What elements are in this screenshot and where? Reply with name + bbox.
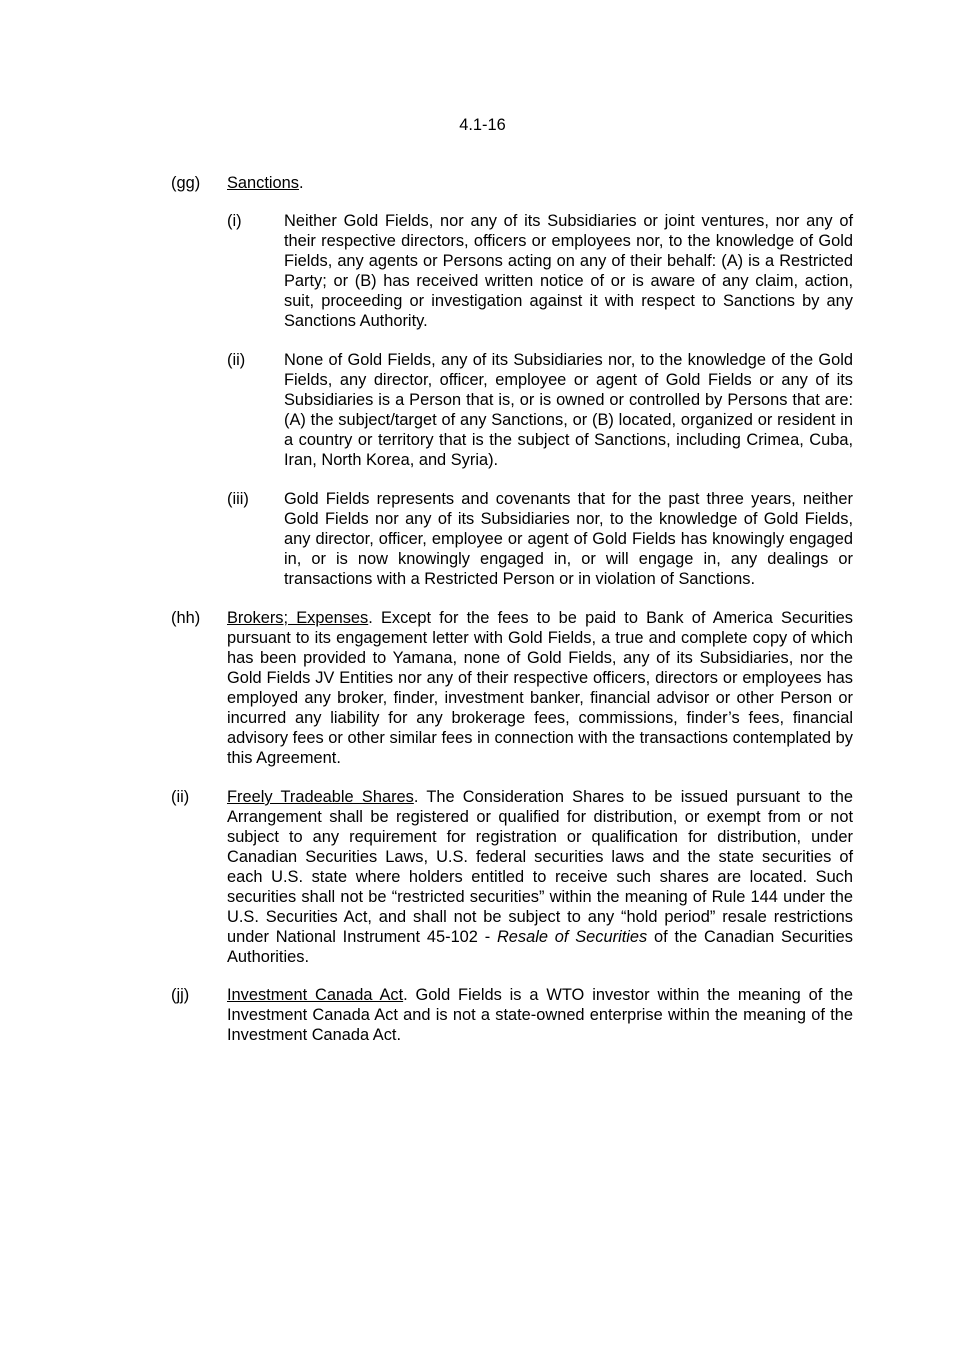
subsection-text: Neither Gold Fields, nor any of its Subsidiaries or joint ventures, nor any of their respective directors, officers or employees nor, to the knowledge of Gold Fields, any agents or Persons acting on any of their behalf: (A) is a Restricted Party; or (B) has received written notice of or is aware of any claim, action, suit, proceeding or investigation against it with respect to Sanctions by any Sanctions Authority. [284,212,853,330]
subsection-gg-i [227,211,853,331]
subsection-label: (iii) [227,490,249,508]
subsection-label: (ii) [227,351,246,369]
subsection-gg-ii [227,350,853,470]
section-text: . The Consideration Shares to be issued pursuant to the Arrangement shall be registered or qualified for distribution, or exempt from or not subject to any requirement for registration or qualification for distribution, under Canadian Securities Laws, U.S. federal securities laws and the state securities of each U.S. state where holders entitled to receive such shares are located. Such securities shall not be “restricted securities” within the meaning of Rule 144 under the U.S. Securities Act, and shall not be subject to any “hold period” resale restrictions under National Instrument 45-102 - [227,788,854,946]
section-gg [171,173,853,193]
section-text: . Except for the fees to be paid to Bank of America Securities pursuant to its engagement letter with Gold Fields, a true and complete copy of which has been provided to Yamana, none of Gold Fields, any of its Subsidiaries, nor the Gold Fields JV Entities nor any of their respective officers, directors or employees has employed any broker, finder, investment banker, financial advisor or other Person or incurred any liability for any brokerage fees, commissions, finder’s fees, financial advisory fees or other similar fees in connection with the transactions contemplated by this Agreement. [227,609,853,767]
subsection-gg-iii [227,489,853,589]
subsection-label: (i) [227,212,242,230]
section-label: (jj) [171,986,190,1004]
section-text-end: of the Canadian Securities Authorities. [227,928,853,966]
section-jj [171,985,853,1045]
section-body [227,608,853,768]
italic-title: Resale of Securities [496,928,648,946]
section-label: (hh) [171,609,201,627]
page-number: 4.1-16 [459,116,506,134]
section-heading: Investment Canada Act [227,986,404,1004]
section-text: . Gold Fields is a WTO investor within the meaning of the Investment Canada Act and is not a state-owned enterprise within the meaning of the Investment Canada Act. [227,986,853,1044]
section-hh [171,608,853,768]
subsection-text: Gold Fields represents and covenants that for the past three years, neither Gold Fields nor any of its Subsidiaries nor, to the knowledge of Gold Fields, any director, officer, employee or agent of Gold Fields has knowingly engaged in, or is now knowingly engaged in, or will engage in, any dealings or transactions with a Restricted Person or in violation of Sanctions. [284,490,853,588]
section-body [227,985,853,1045]
heading-suffix: . [298,174,304,192]
section-body [227,787,853,967]
section-label: (gg) [171,174,201,192]
section-heading: Brokers; Expenses [227,609,369,627]
subsection-text: None of Gold Fields, any of its Subsidiaries nor, to the knowledge of the Gold Fields, any director, officer, employee or agent of Gold Fields or any of its Subsidiaries is a Person that is, or is owned or controlled by Persons that are: (A) the subject/target of any Sanctions, or (B) located, organized or resident in a country or territory that is the subject of Sanctions, including Crimea, Cuba, Iran, North Korea, and Syria). [284,351,853,469]
section-heading: Sanctions [227,174,299,192]
section-ii [171,787,853,967]
section-label: (ii) [171,788,190,806]
section-heading: Freely Tradeable Shares [227,788,414,806]
